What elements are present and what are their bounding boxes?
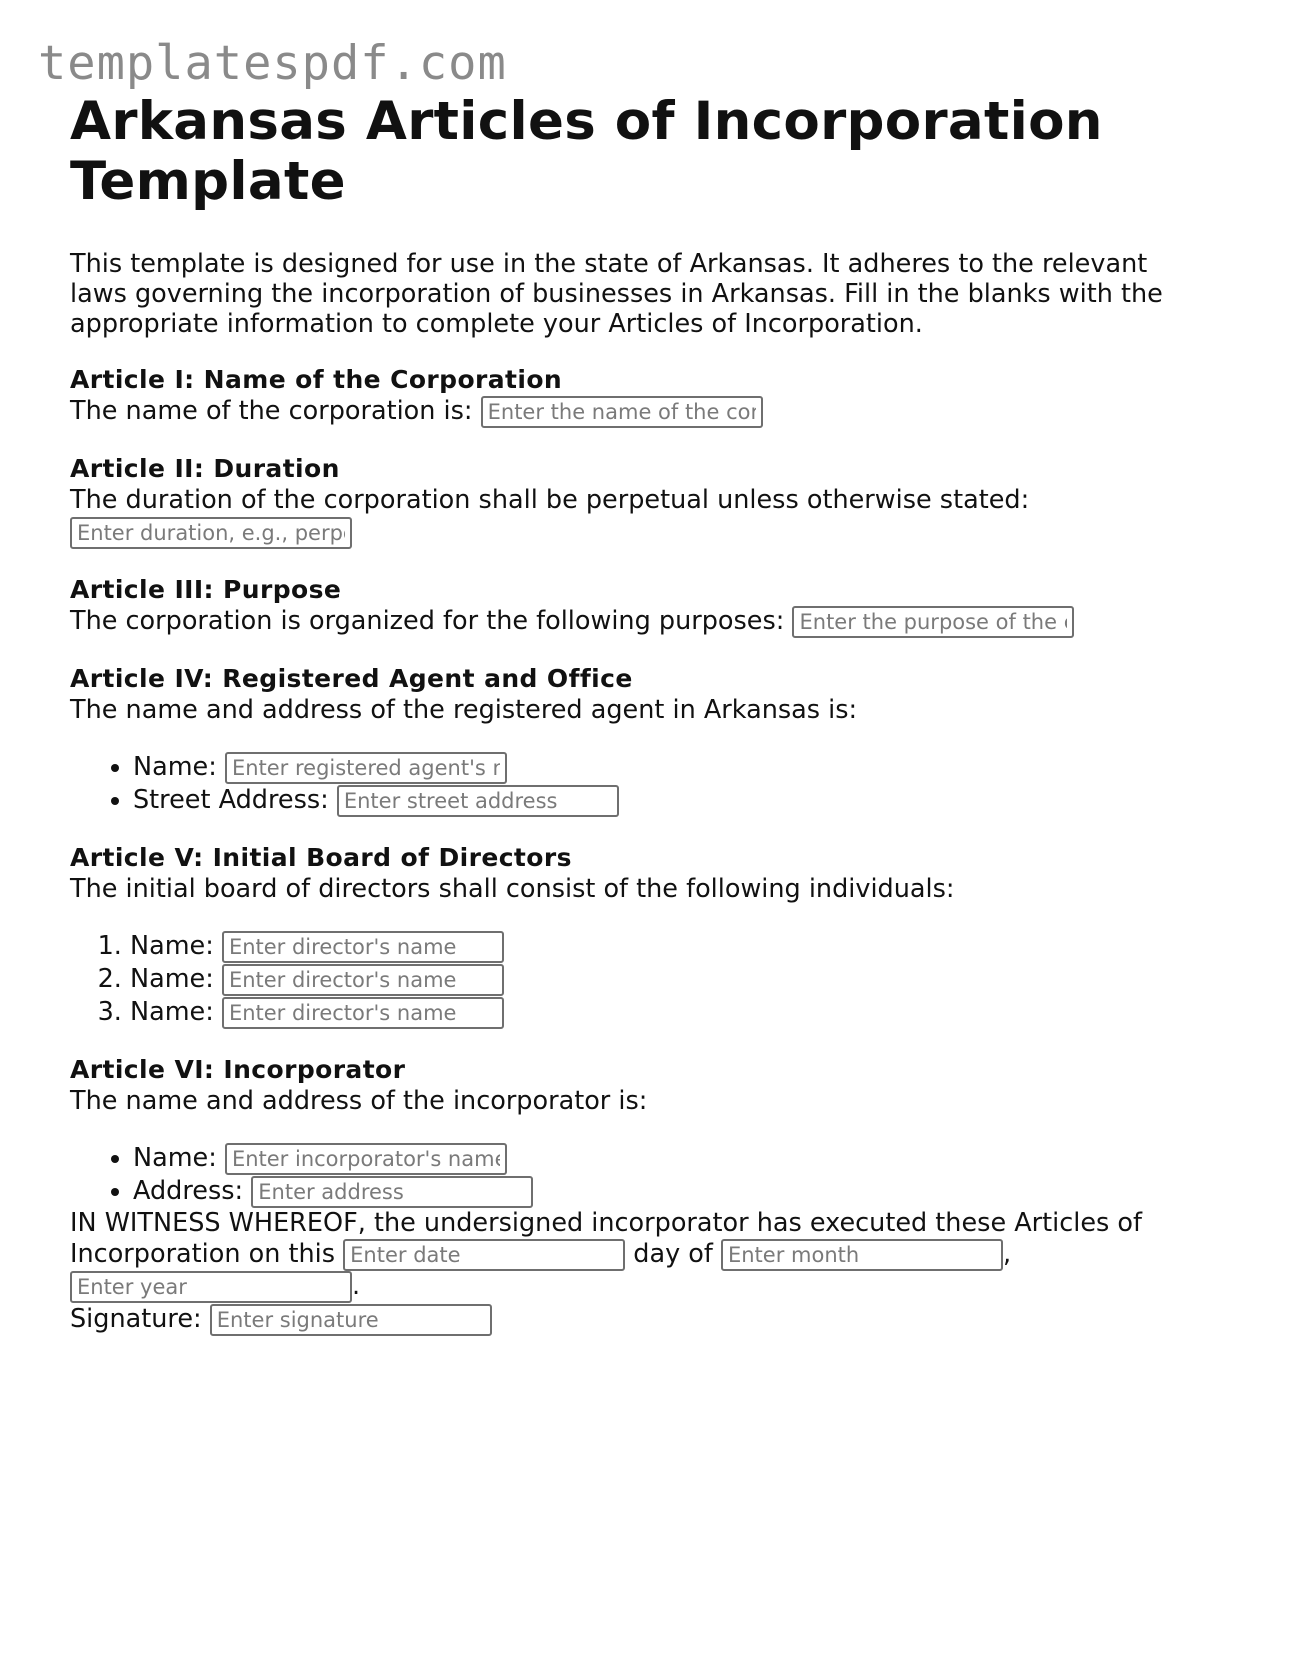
incorporator-name-input[interactable]: [225, 1143, 507, 1175]
article-3-heading: Article III: Purpose: [70, 575, 342, 604]
article-4-heading: Article IV: Registered Agent and Office: [70, 664, 633, 693]
director-3-label: Name:: [130, 997, 214, 1027]
director-1-input[interactable]: [222, 931, 504, 963]
article-4-label: The name and address of the registered agent in Arkansas is:: [70, 695, 858, 725]
list-item: [133, 784, 1210, 817]
article-2-section: [70, 454, 1210, 549]
witness-date-input[interactable]: [343, 1239, 625, 1271]
signature-line: [70, 1303, 1210, 1336]
document-body: [70, 92, 1210, 1336]
witness-statement: [70, 1208, 1210, 1303]
incorporator-address-input[interactable]: [251, 1176, 533, 1208]
article-5-section: [70, 843, 1210, 1029]
director-2-input[interactable]: [222, 964, 504, 996]
article-1-section: [70, 365, 1210, 428]
list-item: [133, 1142, 1210, 1175]
directors-list: [70, 930, 1210, 1029]
agent-street-address-input[interactable]: [337, 785, 619, 817]
page-title: Arkansas Articles of Incorporation Template: [70, 91, 1103, 212]
agent-address-label: Street Address:: [133, 785, 329, 815]
agent-name-input[interactable]: [225, 752, 507, 784]
list-item: [130, 930, 1210, 963]
list-item: [130, 996, 1210, 1029]
watermark: templatespdf.com: [38, 36, 507, 91]
duration-input[interactable]: [70, 517, 352, 549]
incorporator-list: [70, 1142, 1210, 1208]
director-2-label: Name:: [130, 964, 214, 994]
article-1-label: The name of the corporation is:: [70, 396, 473, 426]
article-1-heading: Article I: Name of the Corporation: [70, 365, 563, 394]
witness-month-input[interactable]: [721, 1239, 1003, 1271]
article-6-heading: Article VI: Incorporator: [70, 1055, 406, 1084]
witness-period: .: [352, 1271, 361, 1301]
purpose-input[interactable]: [792, 606, 1074, 638]
incorporator-address-label: Address:: [133, 1176, 244, 1206]
signature-label: Signature:: [70, 1304, 202, 1334]
article-6-section: [70, 1055, 1210, 1208]
article-2-field-line: [70, 516, 1210, 549]
registered-agent-list: [70, 751, 1210, 817]
director-1-label: Name:: [130, 931, 214, 961]
article-1-line: [70, 395, 1210, 428]
article-5-heading: Article V: Initial Board of Directors: [70, 843, 572, 872]
witness-year-input[interactable]: [70, 1271, 352, 1303]
director-3-input[interactable]: [222, 997, 504, 1029]
witness-day-of: day of: [633, 1239, 713, 1269]
article-5-label: The initial board of directors shall consist of the following individuals:: [70, 874, 955, 904]
signature-input[interactable]: [210, 1304, 492, 1336]
article-3-line: [70, 605, 1210, 638]
list-item: [133, 1175, 1210, 1208]
list-item: [130, 963, 1210, 996]
article-2-heading: Article II: Duration: [70, 454, 340, 483]
witness-text: IN WITNESS WHEREOF, the undersigned incorporator has executed these Articles of Incorporation on this: [70, 1208, 1143, 1269]
incorporator-name-label: Name:: [133, 1143, 217, 1173]
article-6-label: The name and address of the incorporator is:: [70, 1086, 648, 1116]
corporation-name-input[interactable]: [481, 396, 763, 428]
list-item: [133, 751, 1210, 784]
article-4-section: [70, 664, 1210, 817]
article-3-section: [70, 575, 1210, 638]
article-2-label: The duration of the corporation shall be perpetual unless otherwise stated:: [70, 485, 1030, 515]
agent-name-label: Name:: [133, 752, 217, 782]
witness-comma: ,: [1002, 1239, 1012, 1269]
intro-paragraph: This template is designed for use in the state of Arkansas. It adheres to the relevant laws governing the incorporation of businesses in Arkansas. Fill in the blanks with the appropriate information to complete your Articles of Incorporation.: [70, 249, 1163, 339]
article-3-label: The corporation is organized for the following purposes:: [70, 606, 785, 636]
